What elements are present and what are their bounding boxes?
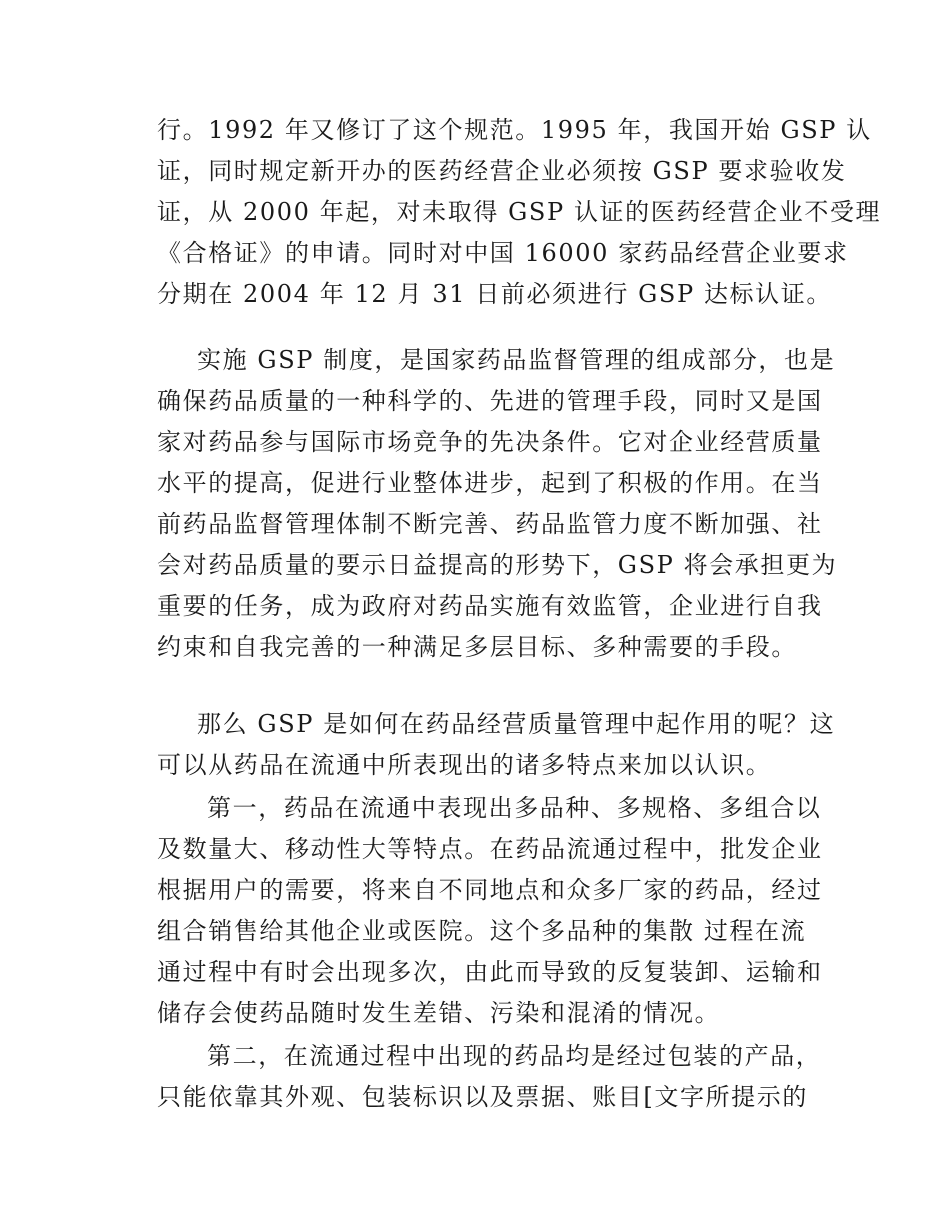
text-line: 第二，在流通过程中出现的药品均是经过包装的产品， bbox=[207, 1042, 822, 1070]
text-line: 证，同时规定新开办的医药经营企业必须按 GSP 要求验收发 bbox=[157, 157, 847, 185]
text-line: 重要的任务，成为政府对药品实施有效监管，企业进行自我 bbox=[157, 592, 823, 620]
text-line: 第一，药品在流通中表现出多品种、多规格、多组合以 bbox=[207, 794, 822, 822]
text-line: 约束和自我完善的一种满足多层目标、多种需要的手段。 bbox=[157, 633, 797, 661]
text-line: 行。1992 年又修订了这个规范。1995 年，我国开始 GSP 认 bbox=[157, 116, 872, 144]
text-line: 证，从 2000 年起，对未取得 GSP 认证的医药经营企业不受理 bbox=[157, 198, 882, 226]
text-line: 前药品监督管理体制不断完善、药品监管力度不断加强、社 bbox=[157, 510, 823, 538]
text-line: 可以从药品在流通中所表现出的诸多特点来加以认识。 bbox=[157, 751, 772, 779]
text-line: 储存会使药品随时发生差错、污染和混淆的情况。 bbox=[157, 999, 721, 1027]
text-line: 通过程中有时会出现多次，由此而导致的反复装卸、运输和 bbox=[157, 958, 823, 986]
text-line: 根据用户的需要，将来自不同地点和众多厂家的药品，经过 bbox=[157, 876, 823, 904]
text-line: 只能依靠其外观、包装标识以及票据、账目[文字所提示的 bbox=[157, 1083, 808, 1111]
text-line: 组合销售给其他企业或医院。这个多品种的集散 过程在流 bbox=[157, 917, 807, 945]
text-line: 家对药品参与国际市场竞争的先决条件。它对企业经营质量 bbox=[157, 428, 823, 456]
text-line: 《合格证》的申请。同时对中国 16000 家药品经营企业要求 bbox=[157, 239, 849, 267]
text-line: 确保药品质量的一种科学的、先进的管理手段，同时又是国 bbox=[157, 387, 823, 415]
text-line: 那么 GSP 是如何在药品经营质量管理中起作用的呢？这 bbox=[197, 710, 836, 738]
text-line: 实施 GSP 制度，是国家药品监督管理的组成部分，也是 bbox=[197, 346, 836, 374]
text-line: 会对药品质量的要示日益提高的形势下，GSP 将会承担更为 bbox=[157, 551, 838, 579]
text-line: 及数量大、移动性大等特点。在药品流通过程中，批发企业 bbox=[157, 835, 823, 863]
text-line: 水平的提高，促进行业整体进步，起到了积极的作用。在当 bbox=[157, 469, 823, 497]
text-line: 分期在 2004 年 12 月 31 日前必须进行 GSP 达标认证。 bbox=[157, 280, 832, 308]
